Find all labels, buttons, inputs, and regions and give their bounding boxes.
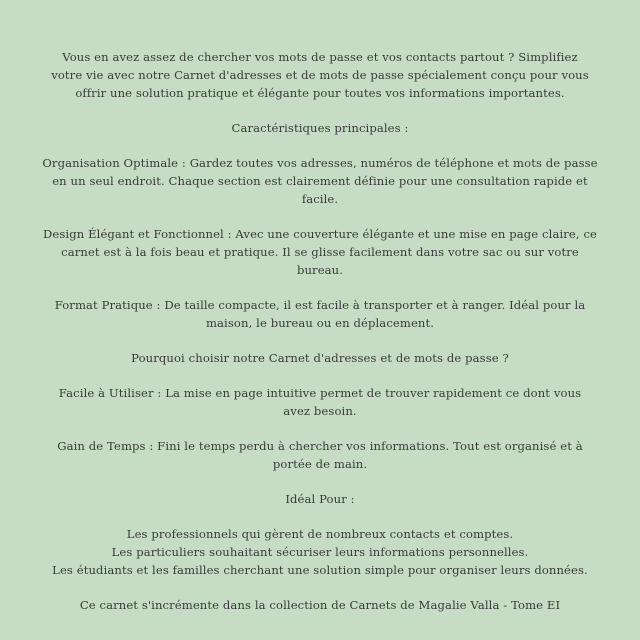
feature-line: Organisation Optimale : Gardez toutes vos adresses, numéros de téléphone et mots de passe xyxy=(42,156,598,170)
reason-line: Facile à Utiliser : La mise en page intuitive permet de trouver rapidement ce dont vous xyxy=(58,386,582,400)
features-heading xyxy=(3,119,637,137)
reason-line: Gain de Temps : Fini le temps perdu à chercher vos informations. Tout est organisé et à xyxy=(57,439,583,453)
ideal-for-list xyxy=(3,525,637,579)
feature-line: bureau. xyxy=(296,263,344,277)
feature-organisation xyxy=(3,154,637,208)
feature-format xyxy=(3,296,637,332)
feature-design xyxy=(3,225,637,279)
feature-line: carnet est à la fois beau et pratique. Il se glisse facilement dans votre sac ou sur votre xyxy=(61,245,579,259)
ideal-for-item: Les étudiants et les familles cherchant une solution simple pour organiser leurs données. xyxy=(52,563,588,577)
ideal-heading xyxy=(3,490,637,508)
why-heading-text: Pourquoi choisir notre Carnet d'adresses et de mots de passe ? xyxy=(131,351,509,365)
intro-line: Vous en avez assez de chercher vos mots de passe et vos contacts partout ? Simplifiez xyxy=(62,50,578,64)
feature-line: en un seul endroit. Chaque section est clairement définie pour une consultation rapide et xyxy=(52,174,588,188)
ideal-heading-text: Idéal Pour : xyxy=(285,492,355,506)
closing-paragraph xyxy=(3,596,637,614)
reason-line: avez besoin. xyxy=(283,404,357,418)
feature-line: facile. xyxy=(301,192,339,206)
closing-text: Ce carnet s'incrémente dans la collection de Carnets de Magalie Valla - Tome EI xyxy=(79,598,561,612)
ideal-for-item: Les particuliers souhaitant sécuriser leurs informations personnelles. xyxy=(111,545,529,559)
intro-line: votre vie avec notre Carnet d'adresses et de mots de passe spécialement conçu pour vous xyxy=(51,68,589,82)
intro-line: offrir une solution pratique et élégante pour toutes vos informations importantes. xyxy=(75,86,565,100)
intro-paragraph xyxy=(3,48,637,102)
reason-easy xyxy=(3,384,637,420)
feature-line: maison, le bureau ou en déplacement. xyxy=(205,316,435,330)
ideal-for-item: Les professionnels qui gèrent de nombreux contacts et comptes. xyxy=(126,527,514,541)
feature-line: Design Élégant et Fonctionnel : Avec une couverture élégante et une mise en page claire, ce xyxy=(42,227,597,241)
features-heading-text: Caractéristiques principales : xyxy=(231,121,409,135)
reason-line: portée de main. xyxy=(272,457,368,471)
feature-line: Format Pratique : De taille compacte, il est facile à transporter et à ranger. Idéal pour la xyxy=(54,298,586,312)
reason-time xyxy=(3,437,637,473)
why-heading xyxy=(3,349,637,367)
